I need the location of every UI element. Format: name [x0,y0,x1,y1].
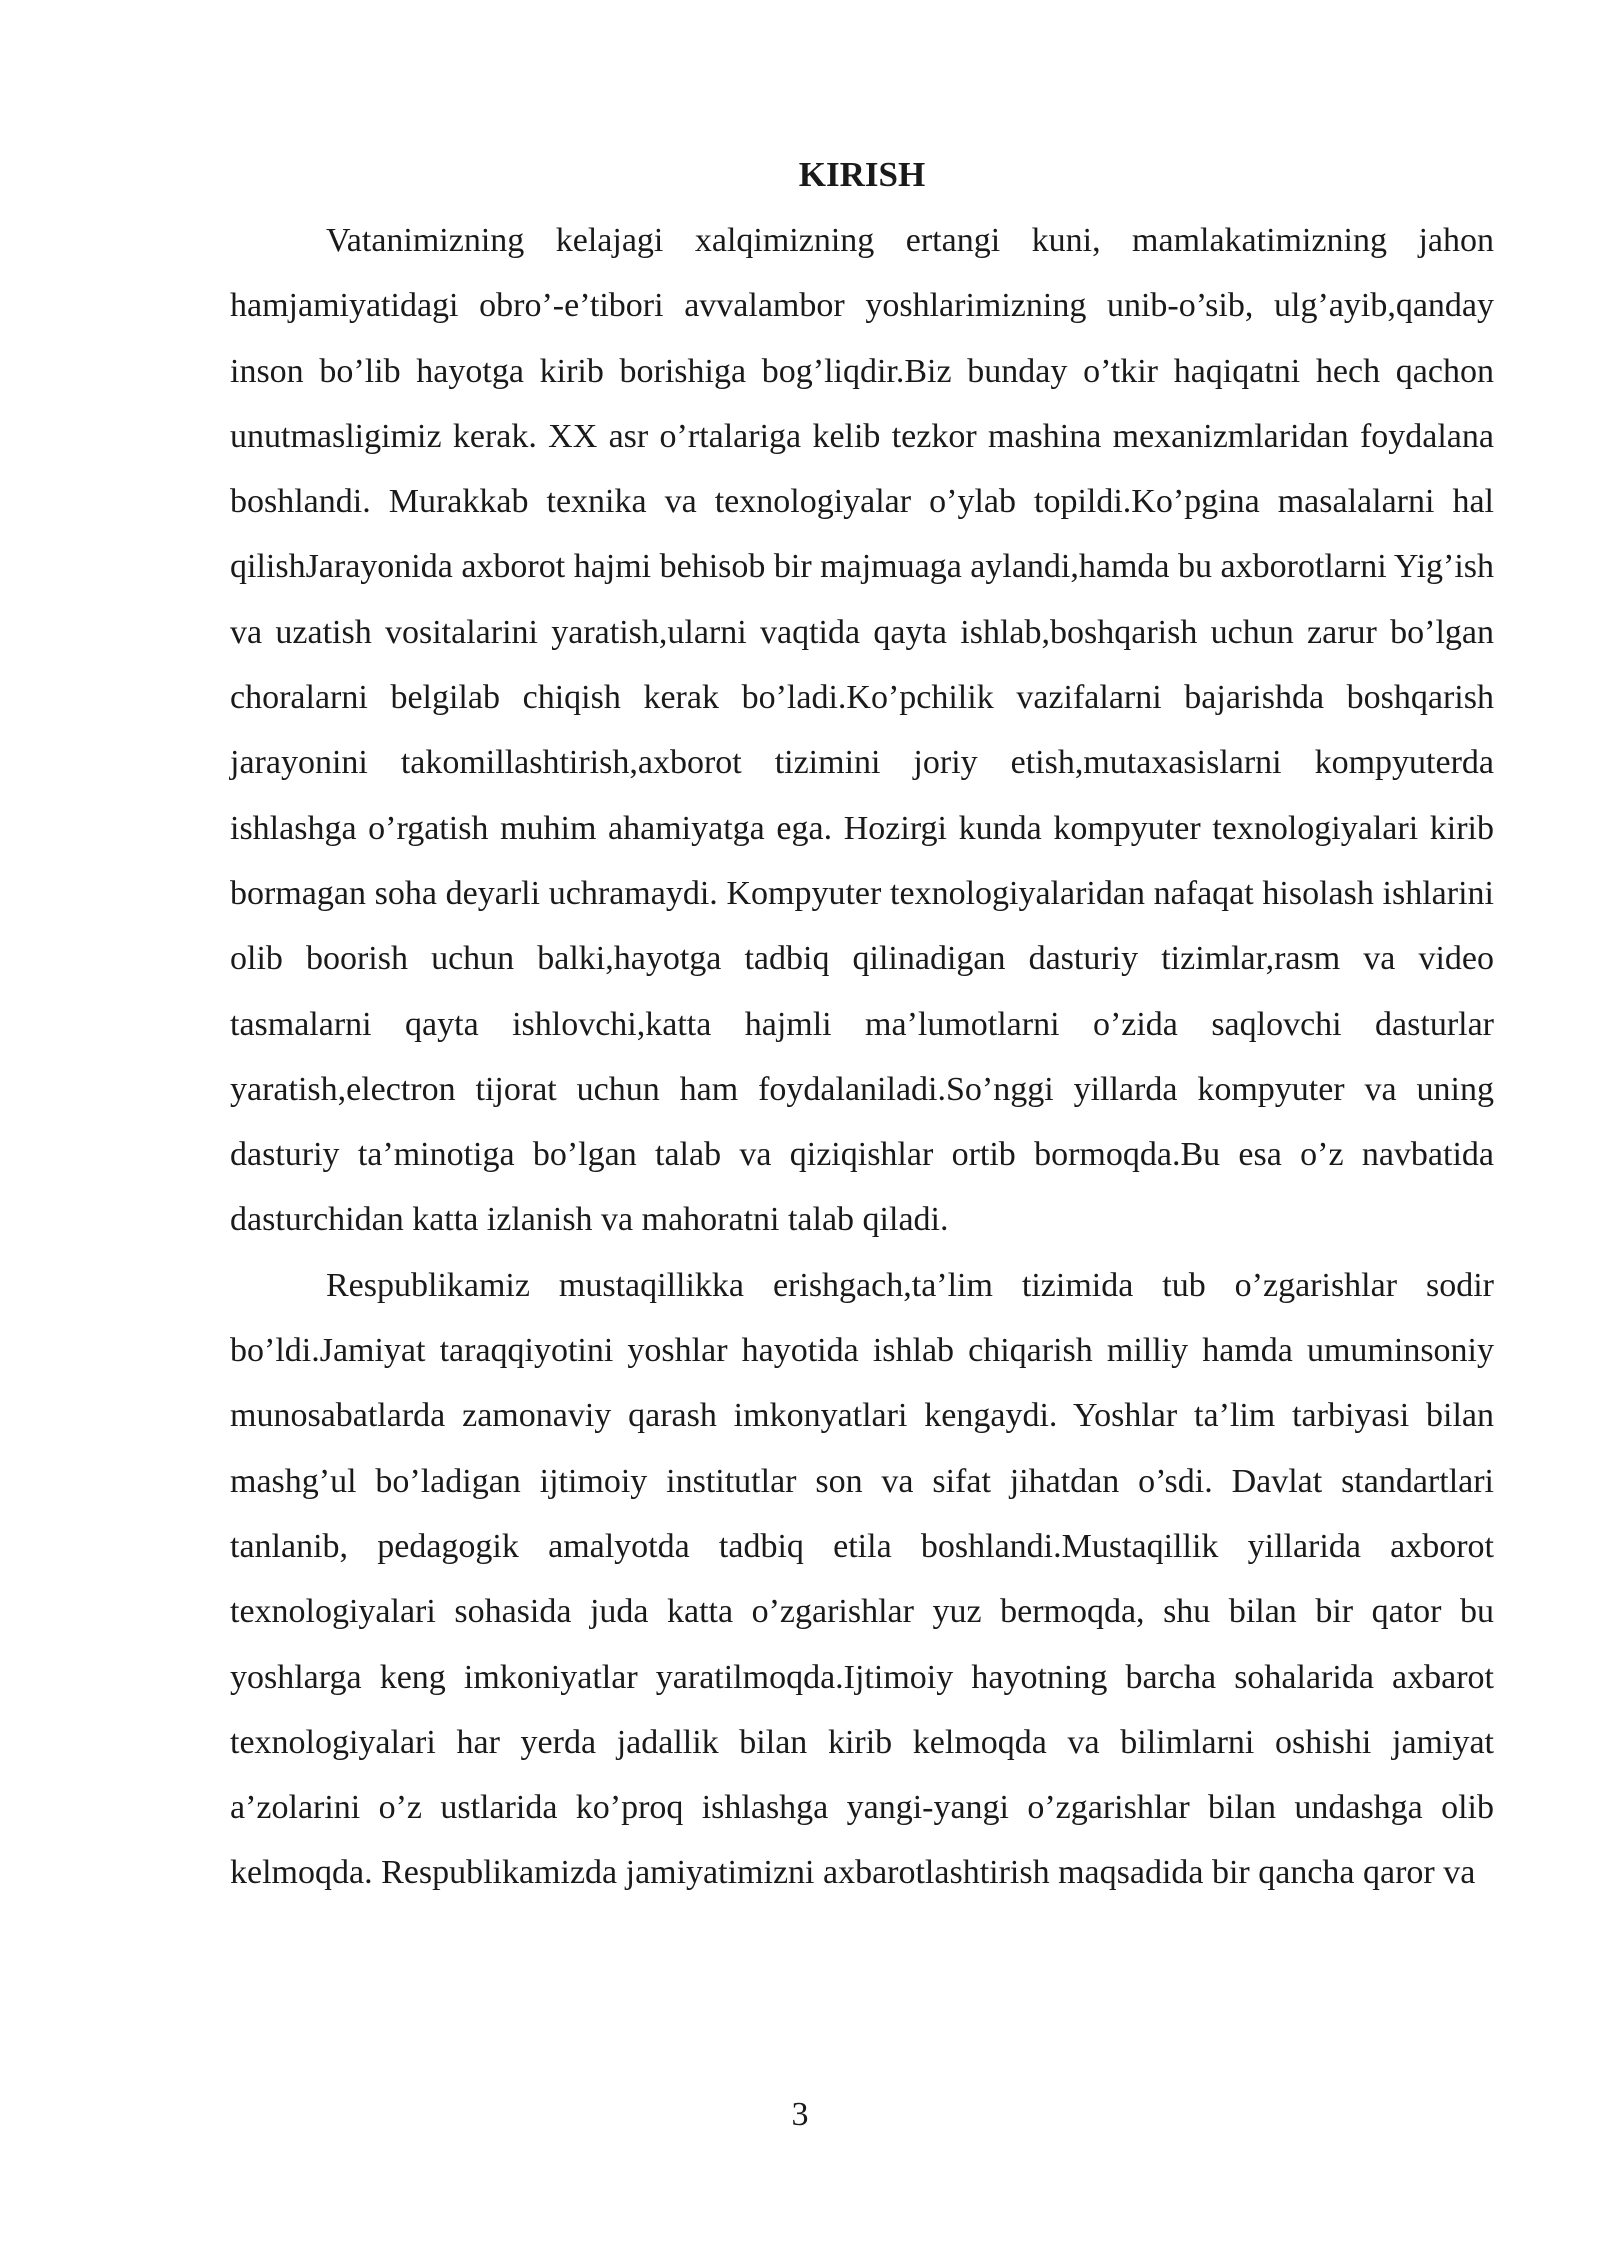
section-heading: KIRISH [798,155,926,194]
page-number: 3 [791,2096,809,2133]
paragraph-intro: Vatanimizning kelajagi xalqimizning ertangi kuni, mamlakatimizning jahon hamjamiyatidagi obro’-e’tibori avvalambor yoshlarimizning unib-o’sib, ulg’ayib,qanday inson bo’lib hayotga kirib borishiga bog’liqdir.Biz bunday o’tkir haqiqatni hech qachon unutmasligimiz kerak. XX asr o’rtalariga kelib tezkor mashina mexanizmlaridan foydalana boshlandi. Murakkab texnika va texnologiyalar o’ylab topildi.Ko’pgina masalalarni hal qilishJarayonida axborot hajmi behisob bir majmuaga aylandi,hamda bu axborotlarni Yig’ish va uzatish vositalarini yaratish,ularni vaqtida qayta ishlab,boshqarish uchun zarur bo’lgan choralarni belgilab chiqish kerak bo’ladi.Ko’pchilik vazifalarni bajarishda boshqarish jarayonini takomillashtirish,axborot tizimini joriy etish,mutaxasislarni kompyuterda ishlashga o’rgatish muhim ahamiyatga ega. Hozirgi kunda kompyuter texnologiyalari kirib bormagan soha deyarli uchramaydi. Kompyuter texnologiyalaridan nafaqat hisolash ishlarini olib boorish uchun balki,hayotga tadbiq qilinadigan dasturiy tizimlar,rasm va video tasmalarni qayta ishlovchi,katta hajmli ma’lumotlarni o’zida saqlovchi dasturlar yaratish,electron tijorat uchun ham foydalaniladi.So’nggi yillarda kompyuter va uning dasturiy ta’minotiga bo’lgan talab va qiziqishlar ortib bormoqda.Bu esa o’z navbatida dasturchidan katta izlanish va mahoratni talab qiladi. [230,222,1495,1239]
page-content [230,150,1494,1906]
paragraph-independence: Respublikamiz mustaqillikka erishgach,ta’lim tizimida tub o’zgarishlar sodir bo’ldi.Jamiyat taraqqiyotini yoshlar hayotida ishlab chiqarish milliy hamda umuminsoniy munosabatlarda zamonaviy qarash imkonyatlari kengaydi. Yoshlar ta’lim tarbiyasi bilan mashg’ul bo’ladigan ijtimoiy institutlar son va sifat jihatdan o’sdi. Davlat standartlari tanlanib, pedagogik amalyotda tadbiq etila boshlandi.Mustaqillik yillarida axborot texnologiyalari sohasida juda katta o’zgarishlar yuz bermoqda, shu bilan bir qator bu yoshlarga keng imkoniyatlar yaratilmoqda.Ijtimoiy hayotning barcha sohalarida axbarot texnologiyalari har yerda jadallik bilan kirib kelmoqda va bilimlarni oshishi jamiyat a’zolarini o’z ustlarida ko’proq ishlashga yangi-yangi o’zgarishlar bilan undashga olib kelmoqda. Respublikamizda jamiyatimizni axbarotlashtirish maqsadida bir qancha qaror va [230,1266,1494,1892]
